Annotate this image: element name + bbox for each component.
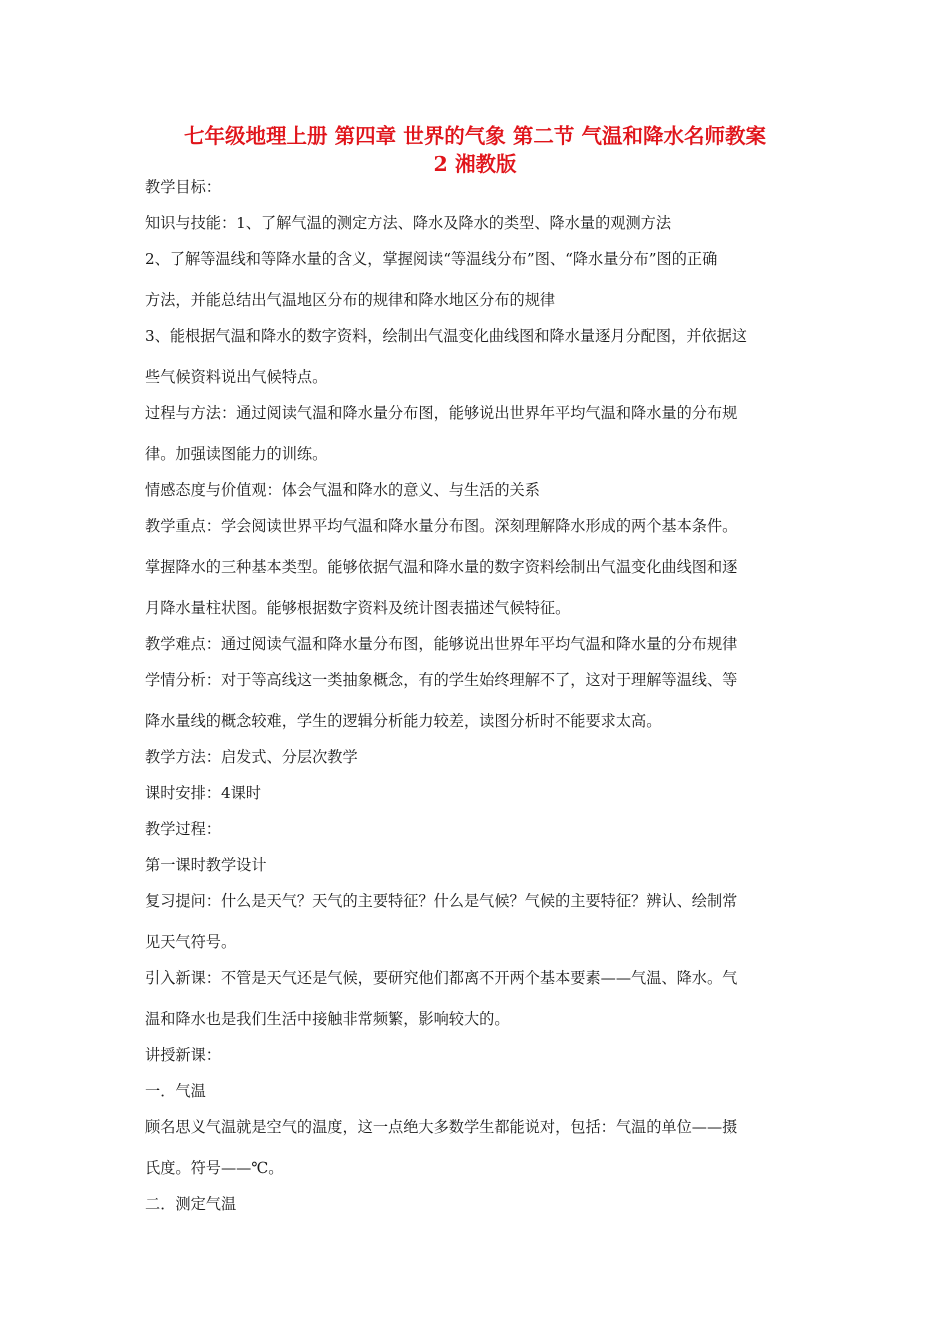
text-line: 复习提问：什么是天气？天气的主要特征？什么是气候？气候的主要特征？辨认、绘制常 xyxy=(145,892,738,910)
text-line: 课时安排：4课时 xyxy=(145,784,261,802)
text-line: 教学难点：通过阅读气温和降水量分布图，能够说出世界年平均气温和降水量的分布规律 xyxy=(145,635,738,653)
text-line: 掌握降水的三种基本类型。能够依据气温和降水量的数字资料绘制出气温变化曲线图和逐 xyxy=(145,558,738,576)
text-line: 些气候资料说出气候特点。 xyxy=(145,368,328,386)
text-line: 教学目标： xyxy=(145,178,221,196)
text-line: 知识与技能：1、了解气温的测定方法、降水及降水的类型、降水量的观测方法 xyxy=(145,214,672,232)
text-line: 二．测定气温 xyxy=(145,1195,237,1213)
title-line-1: 七年级地理上册 第四章 世界的气象 第二节 气温和降水名师教案 xyxy=(183,124,767,148)
text-line: 月降水量柱状图。能够根据数字资料及统计图表描述气候特征。 xyxy=(145,599,571,617)
text-line: 学情分析：对于等高线这一类抽象概念，有的学生始终理解不了，这对于理解等温线、等 xyxy=(145,671,738,689)
text-line: 一．气温 xyxy=(145,1082,206,1100)
text-line: 教学方法：启发式、分层次教学 xyxy=(145,748,358,766)
text-line: 情感态度与价值观：体会气温和降水的意义、与生活的关系 xyxy=(145,481,540,499)
text-line: 温和降水也是我们生活中接触非常频繁，影响较大的。 xyxy=(145,1010,510,1028)
text-line: 氏度。符号——℃。 xyxy=(145,1159,284,1177)
text-line: 教学重点：学会阅读世界平均气温和降水量分布图。深刻理解降水形成的两个基本条件。 xyxy=(145,517,738,535)
text-line: 2、了解等温线和等降水量的含义，掌握阅读“等温线分布”图、“降水量分布”图的正确 xyxy=(145,250,718,268)
text-line: 顾名思义气温就是空气的温度，这一点绝大多数学生都能说对，包括：气温的单位——摄 xyxy=(145,1118,738,1136)
text-line: 方法，并能总结出气温地区分布的规律和降水地区分布的规律 xyxy=(145,291,556,309)
text-line: 3、能根据气温和降水的数字资料，绘制出气温变化曲线图和降水量逐月分配图，并依据这 xyxy=(145,327,747,345)
text-line: 过程与方法：通过阅读气温和降水量分布图，能够说出世界年平均气温和降水量的分布规 xyxy=(145,404,738,422)
title-line-2: 2 湘教版 xyxy=(433,152,517,176)
text-line: 教学过程： xyxy=(145,820,221,838)
text-line: 律。加强读图能力的训练。 xyxy=(145,445,328,463)
text-line: 见天气符号。 xyxy=(145,933,237,951)
text-line: 讲授新课： xyxy=(145,1046,221,1064)
document-title xyxy=(140,122,810,178)
text-line: 降水量线的概念较难，学生的逻辑分析能力较差，读图分析时不能要求太高。 xyxy=(145,712,662,730)
text-line: 引入新课：不管是天气还是气候，要研究他们都离不开两个基本要素——气温、降水。气 xyxy=(145,969,738,987)
text-line: 第一课时教学设计 xyxy=(145,856,267,874)
